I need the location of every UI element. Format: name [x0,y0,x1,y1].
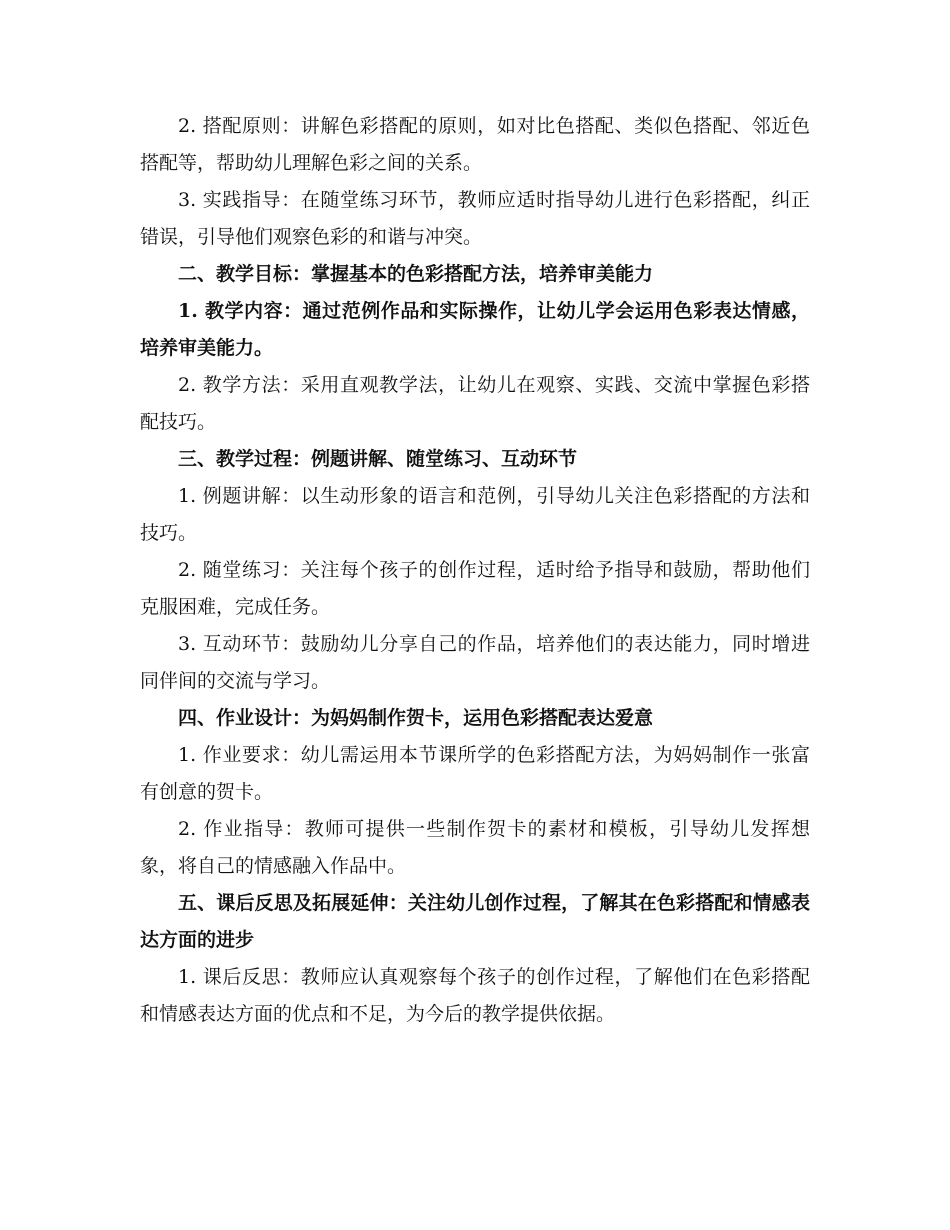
paragraph-teaching-method: 2. 教学方法：采用直观教学法，让幼儿在观察、实践、交流中掌握色彩搭配技巧。 [140,374,810,433]
document-page [140,108,810,1033]
paragraph-in-class-practice: 2. 随堂练习：关注每个孩子的创作过程，适时给予指导和鼓励，帮助他们克服困难，完成任务。 [140,559,810,618]
heading-teaching-objectives: 二、教学目标：掌握基本的色彩搭配方法，培养审美能力 [178,263,654,285]
paragraph-practice-guidance: 3. 实践指导：在随堂练习环节，教师应适时指导幼儿进行色彩搭配，纠正错误，引导他们观察色彩的和谐与冲突。 [140,189,810,248]
heading-teaching-process: 三、教学过程：例题讲解、随堂练习、互动环节 [178,448,578,470]
paragraph-interaction: 3. 互动环节：鼓励幼儿分享自己的作品，培养他们的表达能力，同时增进同伴间的交流与学习。 [140,633,810,692]
paragraph-teaching-content: 1. 教学内容：通过范例作品和实际操作，让幼儿学会运用色彩表达情感，培养审美能力。 [140,300,810,359]
paragraph-homework-guidance: 2. 作业指导：教师可提供一些制作贺卡的素材和模板，引导幼儿发挥想象，将自己的情感融入作品中。 [140,818,810,877]
heading-reflection-extension: 五、课后反思及拓展延伸：关注幼儿创作过程，了解其在色彩搭配和情感表达方面的进步 [140,892,810,951]
paragraph-example-explanation: 1. 例题讲解：以生动形象的语言和范例，引导幼儿关注色彩搭配的方法和技巧。 [140,485,810,544]
heading-homework-design: 四、作业设计：为妈妈制作贺卡，运用色彩搭配表达爱意 [178,707,654,729]
paragraph-matching-principles: 2. 搭配原则：讲解色彩搭配的原则，如对比色搭配、类似色搭配、邻近色搭配等，帮助幼儿理解色彩之间的关系。 [140,115,810,174]
paragraph-post-class-reflection: 1. 课后反思：教师应认真观察每个孩子的创作过程，了解他们在色彩搭配和情感表达方面的优点和不足，为今后的教学提供依据。 [140,966,810,1025]
paragraph-homework-requirements: 1. 作业要求：幼儿需运用本节课所学的色彩搭配方法，为妈妈制作一张富有创意的贺卡。 [140,744,810,803]
